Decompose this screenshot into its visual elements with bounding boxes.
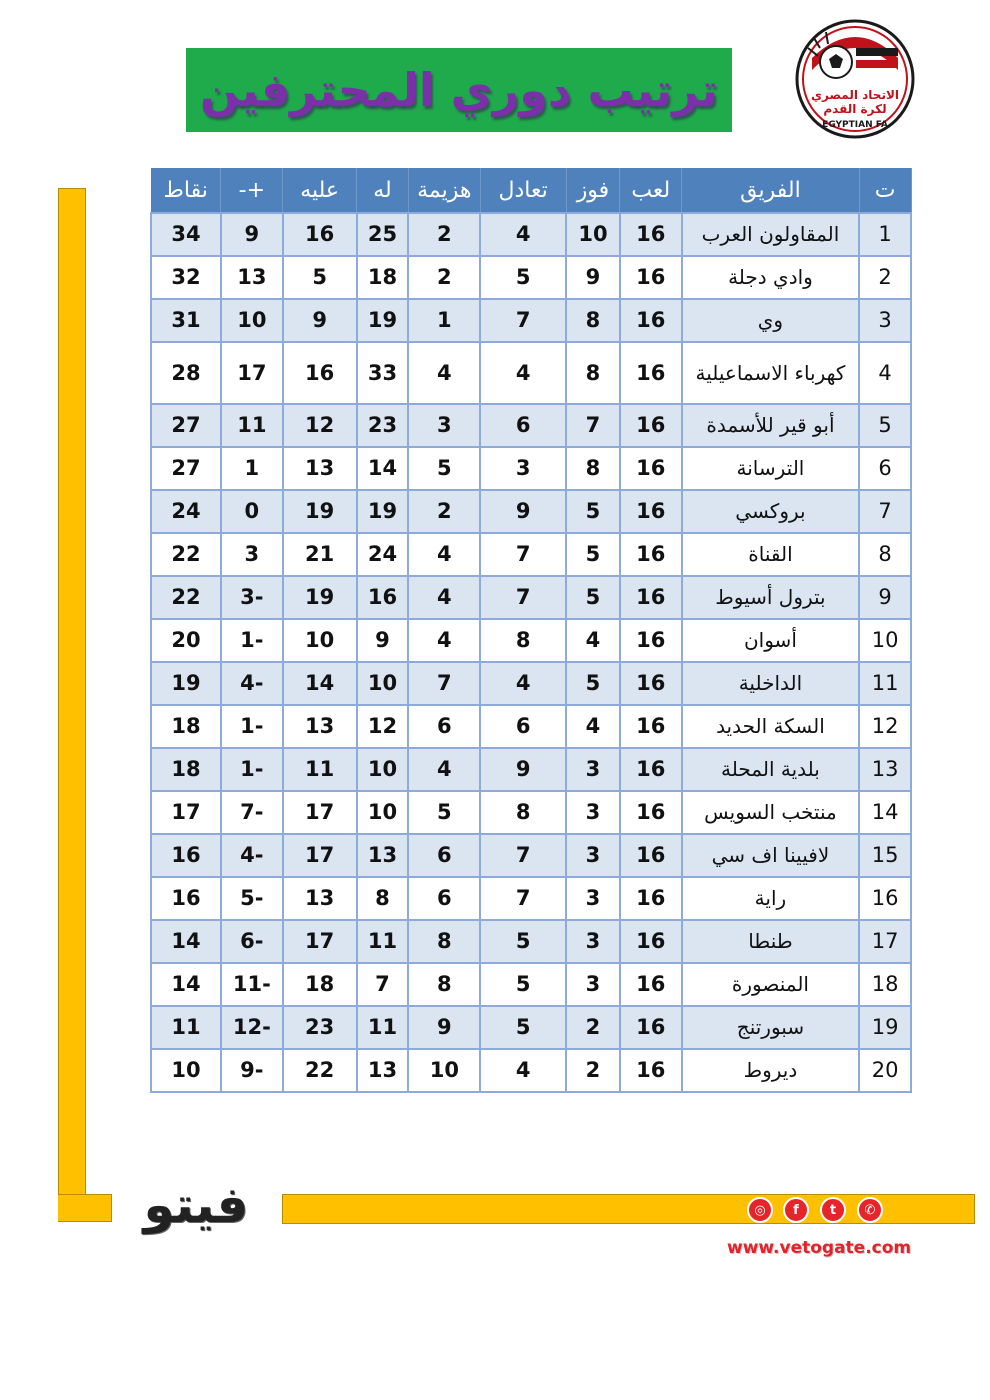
- goals-for-cell: 13: [357, 834, 409, 877]
- table-row: [151, 1049, 911, 1092]
- team-name: سبورتنج: [682, 1006, 859, 1049]
- table-row: [151, 662, 911, 705]
- header-played: لعب: [620, 168, 682, 213]
- table-row: [151, 342, 911, 404]
- points-cell: 27: [151, 404, 221, 447]
- lost-cell: 5: [408, 791, 480, 834]
- drawn-cell: 4: [480, 662, 566, 705]
- lost-cell: 2: [408, 213, 480, 256]
- goals-for-cell: 13: [357, 1049, 409, 1092]
- table-row: [151, 213, 911, 256]
- goal-diff-cell: 1: [221, 447, 283, 490]
- won-cell: 3: [566, 748, 620, 791]
- won-cell: 10: [566, 213, 620, 256]
- drawn-cell: 7: [480, 533, 566, 576]
- played-cell: 16: [620, 963, 682, 1006]
- header-drawn: تعادل: [480, 168, 566, 213]
- lost-cell: 4: [408, 342, 480, 404]
- standings-table: [150, 168, 912, 1093]
- goal-diff-cell: -12: [221, 1006, 283, 1049]
- won-cell: 3: [566, 834, 620, 877]
- played-cell: 16: [620, 748, 682, 791]
- table-header-row: [151, 168, 911, 213]
- yellow-frame-foot: [58, 1194, 112, 1222]
- goals-for-cell: 7: [357, 963, 409, 1006]
- lost-cell: 8: [408, 920, 480, 963]
- won-cell: 9: [566, 256, 620, 299]
- drawn-cell: 3: [480, 447, 566, 490]
- drawn-cell: 6: [480, 705, 566, 748]
- drawn-cell: 7: [480, 299, 566, 342]
- goals-for-cell: 10: [357, 791, 409, 834]
- table-row: [151, 963, 911, 1006]
- team-name: بروكسي: [682, 490, 859, 533]
- table-row: [151, 920, 911, 963]
- drawn-cell: 4: [480, 213, 566, 256]
- points-cell: 22: [151, 576, 221, 619]
- points-cell: 11: [151, 1006, 221, 1049]
- goals-against-cell: 12: [283, 404, 357, 447]
- points-cell: 10: [151, 1049, 221, 1092]
- rank-cell: 4: [859, 342, 911, 404]
- team-name: القناة: [682, 533, 859, 576]
- points-cell: 22: [151, 533, 221, 576]
- brand-name: فيتو: [143, 1176, 249, 1234]
- goal-diff-cell: -4: [221, 662, 283, 705]
- rank-cell: 3: [859, 299, 911, 342]
- header-lost: هزيمة: [408, 168, 480, 213]
- played-cell: 16: [620, 213, 682, 256]
- played-cell: 16: [620, 920, 682, 963]
- goals-against-cell: 16: [283, 342, 357, 404]
- lost-cell: 4: [408, 748, 480, 791]
- won-cell: 5: [566, 662, 620, 705]
- goals-for-cell: 10: [357, 748, 409, 791]
- rank-cell: 16: [859, 877, 911, 920]
- lost-cell: 2: [408, 490, 480, 533]
- goals-for-cell: 25: [357, 213, 409, 256]
- team-name: لافيينا اف سي: [682, 834, 859, 877]
- goals-against-cell: 13: [283, 447, 357, 490]
- points-cell: 19: [151, 662, 221, 705]
- rank-cell: 19: [859, 1006, 911, 1049]
- won-cell: 4: [566, 705, 620, 748]
- drawn-cell: 5: [480, 963, 566, 1006]
- goals-for-cell: 11: [357, 920, 409, 963]
- points-cell: 28: [151, 342, 221, 404]
- header-points: نقاط: [151, 168, 221, 213]
- rank-cell: 15: [859, 834, 911, 877]
- goals-for-cell: 19: [357, 299, 409, 342]
- team-name: طنطا: [682, 920, 859, 963]
- goals-for-cell: 18: [357, 256, 409, 299]
- goals-against-cell: 19: [283, 490, 357, 533]
- team-name: الداخلية: [682, 662, 859, 705]
- goals-for-cell: 12: [357, 705, 409, 748]
- header-team: الفريق: [682, 168, 859, 213]
- won-cell: 2: [566, 1006, 620, 1049]
- page-title: ترتيب دوري المحترفين: [199, 63, 719, 117]
- goal-diff-cell: -9: [221, 1049, 283, 1092]
- points-cell: 14: [151, 963, 221, 1006]
- header-goals-for: له: [357, 168, 409, 213]
- header-goal-diff: +-: [221, 168, 283, 213]
- goal-diff-cell: -1: [221, 705, 283, 748]
- team-name: راية: [682, 877, 859, 920]
- table-row: [151, 619, 911, 662]
- lost-cell: 5: [408, 447, 480, 490]
- goals-against-cell: 14: [283, 662, 357, 705]
- table-row: [151, 1006, 911, 1049]
- points-cell: 16: [151, 834, 221, 877]
- rank-cell: 10: [859, 619, 911, 662]
- drawn-cell: 8: [480, 619, 566, 662]
- points-cell: 27: [151, 447, 221, 490]
- won-cell: 8: [566, 447, 620, 490]
- drawn-cell: 8: [480, 791, 566, 834]
- goals-against-cell: 19: [283, 576, 357, 619]
- drawn-cell: 7: [480, 576, 566, 619]
- played-cell: 16: [620, 619, 682, 662]
- goal-diff-cell: -4: [221, 834, 283, 877]
- table-row: [151, 791, 911, 834]
- instagram-icon[interactable]: ◎: [747, 1197, 773, 1223]
- team-name: ديروط: [682, 1049, 859, 1092]
- goals-against-cell: 17: [283, 834, 357, 877]
- rank-cell: 2: [859, 256, 911, 299]
- lost-cell: 6: [408, 705, 480, 748]
- won-cell: 5: [566, 576, 620, 619]
- logo-arabic-line1: الاتحاد المصري: [811, 88, 899, 102]
- team-name: وي: [682, 299, 859, 342]
- team-name: المقاولون العرب: [682, 213, 859, 256]
- goals-for-cell: 19: [357, 490, 409, 533]
- lost-cell: 9: [408, 1006, 480, 1049]
- goal-diff-cell: 17: [221, 342, 283, 404]
- lost-cell: 1: [408, 299, 480, 342]
- played-cell: 16: [620, 447, 682, 490]
- won-cell: 3: [566, 877, 620, 920]
- rank-cell: 5: [859, 404, 911, 447]
- yellow-frame-left: [58, 188, 86, 1222]
- goal-diff-cell: 10: [221, 299, 283, 342]
- won-cell: 8: [566, 342, 620, 404]
- goal-diff-cell: 0: [221, 490, 283, 533]
- lost-cell: 4: [408, 619, 480, 662]
- header-won: فوز: [566, 168, 620, 213]
- goals-against-cell: 5: [283, 256, 357, 299]
- goals-for-cell: 10: [357, 662, 409, 705]
- goal-diff-cell: -1: [221, 619, 283, 662]
- rank-cell: 13: [859, 748, 911, 791]
- table-row: [151, 404, 911, 447]
- won-cell: 3: [566, 791, 620, 834]
- played-cell: 16: [620, 490, 682, 533]
- goals-against-cell: 16: [283, 213, 357, 256]
- points-cell: 31: [151, 299, 221, 342]
- played-cell: 16: [620, 791, 682, 834]
- played-cell: 16: [620, 662, 682, 705]
- lost-cell: 6: [408, 834, 480, 877]
- goals-for-cell: 24: [357, 533, 409, 576]
- drawn-cell: 7: [480, 877, 566, 920]
- team-name: كهرباء الاسماعيلية: [682, 342, 859, 404]
- drawn-cell: 5: [480, 1006, 566, 1049]
- goal-diff-cell: -5: [221, 877, 283, 920]
- points-cell: 14: [151, 920, 221, 963]
- rank-cell: 11: [859, 662, 911, 705]
- goals-against-cell: 22: [283, 1049, 357, 1092]
- goals-against-cell: 23: [283, 1006, 357, 1049]
- table-row: [151, 877, 911, 920]
- won-cell: 5: [566, 490, 620, 533]
- team-name: المنصورة: [682, 963, 859, 1006]
- goals-against-cell: 18: [283, 963, 357, 1006]
- facebook-icon[interactable]: f: [783, 1197, 809, 1223]
- lost-cell: 10: [408, 1049, 480, 1092]
- logo-arabic-line2: لكرة القدم: [823, 102, 887, 116]
- team-name: أسوان: [682, 619, 859, 662]
- table-row: [151, 576, 911, 619]
- goal-diff-cell: 9: [221, 213, 283, 256]
- header-goals-against: عليه: [283, 168, 357, 213]
- played-cell: 16: [620, 404, 682, 447]
- played-cell: 16: [620, 877, 682, 920]
- goals-for-cell: 16: [357, 576, 409, 619]
- table-row: [151, 748, 911, 791]
- played-cell: 16: [620, 342, 682, 404]
- won-cell: 8: [566, 299, 620, 342]
- goals-against-cell: 21: [283, 533, 357, 576]
- points-cell: 20: [151, 619, 221, 662]
- table-row: [151, 533, 911, 576]
- table-row: [151, 299, 911, 342]
- played-cell: 16: [620, 533, 682, 576]
- points-cell: 18: [151, 705, 221, 748]
- drawn-cell: 9: [480, 748, 566, 791]
- team-name: الترسانة: [682, 447, 859, 490]
- team-name: منتخب السويس: [682, 791, 859, 834]
- won-cell: 3: [566, 920, 620, 963]
- website-link[interactable]: www.vetogate.com: [727, 1238, 912, 1258]
- drawn-cell: 6: [480, 404, 566, 447]
- drawn-cell: 4: [480, 342, 566, 404]
- played-cell: 16: [620, 576, 682, 619]
- played-cell: 16: [620, 299, 682, 342]
- drawn-cell: 9: [480, 490, 566, 533]
- goal-diff-cell: -7: [221, 791, 283, 834]
- goals-for-cell: 33: [357, 342, 409, 404]
- rank-cell: 6: [859, 447, 911, 490]
- team-name: السكة الحديد: [682, 705, 859, 748]
- played-cell: 16: [620, 256, 682, 299]
- rank-cell: 9: [859, 576, 911, 619]
- goals-for-cell: 9: [357, 619, 409, 662]
- goal-diff-cell: -11: [221, 963, 283, 1006]
- team-name: بترول أسيوط: [682, 576, 859, 619]
- table-row: [151, 256, 911, 299]
- logo-english-text: EGYPTIAN FA: [822, 120, 888, 130]
- won-cell: 4: [566, 619, 620, 662]
- won-cell: 3: [566, 963, 620, 1006]
- goal-diff-cell: 13: [221, 256, 283, 299]
- goals-against-cell: 9: [283, 299, 357, 342]
- goal-diff-cell: -6: [221, 920, 283, 963]
- won-cell: 7: [566, 404, 620, 447]
- played-cell: 16: [620, 705, 682, 748]
- played-cell: 16: [620, 834, 682, 877]
- goals-against-cell: 13: [283, 705, 357, 748]
- team-name: وادي دجلة: [682, 256, 859, 299]
- played-cell: 16: [620, 1049, 682, 1092]
- won-cell: 2: [566, 1049, 620, 1092]
- lost-cell: 7: [408, 662, 480, 705]
- lost-cell: 4: [408, 533, 480, 576]
- goals-against-cell: 17: [283, 920, 357, 963]
- goal-diff-cell: -1: [221, 748, 283, 791]
- points-cell: 32: [151, 256, 221, 299]
- table-row: [151, 834, 911, 877]
- rank-cell: 12: [859, 705, 911, 748]
- goal-diff-cell: -3: [221, 576, 283, 619]
- drawn-cell: 5: [480, 256, 566, 299]
- points-cell: 34: [151, 213, 221, 256]
- goals-for-cell: 11: [357, 1006, 409, 1049]
- table-row: [151, 490, 911, 533]
- goals-against-cell: 11: [283, 748, 357, 791]
- lost-cell: 2: [408, 256, 480, 299]
- goals-against-cell: 10: [283, 619, 357, 662]
- title-banner: [186, 48, 732, 132]
- twitter-icon[interactable]: t: [820, 1197, 846, 1223]
- goal-diff-cell: 11: [221, 404, 283, 447]
- rank-cell: 20: [859, 1049, 911, 1092]
- egyptian-fa-logo: [794, 18, 916, 140]
- goals-against-cell: 13: [283, 877, 357, 920]
- rank-cell: 8: [859, 533, 911, 576]
- team-name: بلدية المحلة: [682, 748, 859, 791]
- drawn-cell: 7: [480, 834, 566, 877]
- lost-cell: 4: [408, 576, 480, 619]
- points-cell: 17: [151, 791, 221, 834]
- header-rank: ت: [859, 168, 911, 213]
- goals-for-cell: 23: [357, 404, 409, 447]
- goals-for-cell: 14: [357, 447, 409, 490]
- rank-cell: 7: [859, 490, 911, 533]
- points-cell: 16: [151, 877, 221, 920]
- rank-cell: 14: [859, 791, 911, 834]
- whatsapp-icon[interactable]: ✆: [857, 1197, 883, 1223]
- rank-cell: 18: [859, 963, 911, 1006]
- points-cell: 24: [151, 490, 221, 533]
- won-cell: 5: [566, 533, 620, 576]
- team-name: أبو قير للأسمدة: [682, 404, 859, 447]
- lost-cell: 8: [408, 963, 480, 1006]
- table-row: [151, 447, 911, 490]
- lost-cell: 6: [408, 877, 480, 920]
- goal-diff-cell: 3: [221, 533, 283, 576]
- rank-cell: 1: [859, 213, 911, 256]
- goals-against-cell: 17: [283, 791, 357, 834]
- table-row: [151, 705, 911, 748]
- rank-cell: 17: [859, 920, 911, 963]
- played-cell: 16: [620, 1006, 682, 1049]
- goals-for-cell: 8: [357, 877, 409, 920]
- drawn-cell: 4: [480, 1049, 566, 1092]
- drawn-cell: 5: [480, 920, 566, 963]
- lost-cell: 3: [408, 404, 480, 447]
- points-cell: 18: [151, 748, 221, 791]
- veto-logo: [128, 1170, 264, 1240]
